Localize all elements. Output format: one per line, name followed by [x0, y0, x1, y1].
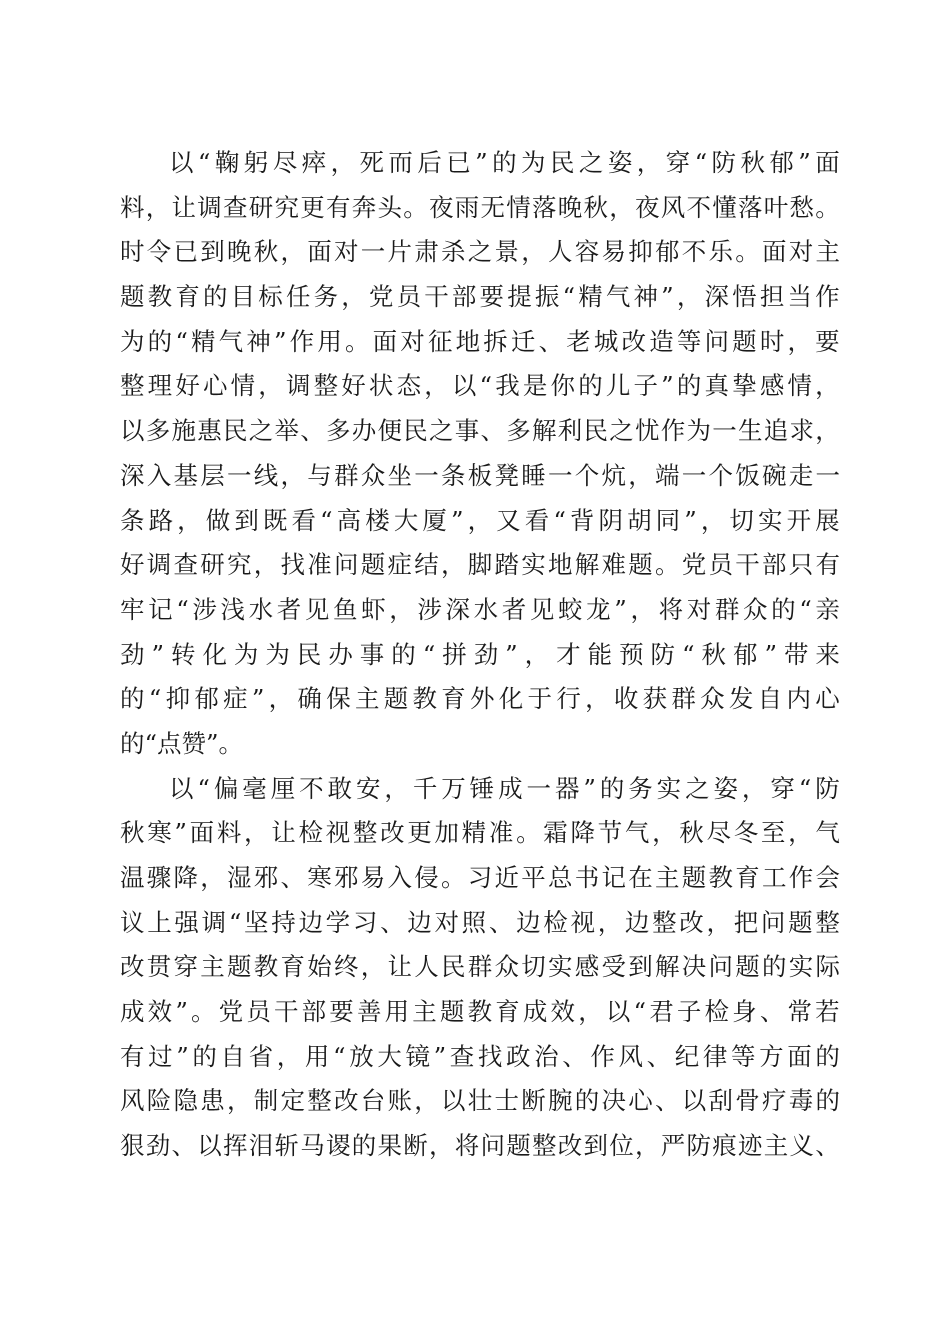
paragraph-2-line-9: 狠 劲 、 以 挥 泪 斩 马 谡 的 果 断 ， 将 问 题 整 改 到 位 ， 严 防 痕 迹 主 义 、	[120, 1131, 840, 1161]
paragraph-2-line-5: 改 贯 穿 主 题 教 育 始 终 ， 让 人 民 群 众 切 实 感 受 到 解 决 问 题 的 实 际	[120, 952, 840, 982]
paragraph-1-line-6: 整 理 好 心 情 ， 调 整 好 状 态 ， 以 “ 我 是 你 的 儿 子 ” 的 真 挚 感 情 ，	[120, 371, 840, 401]
paragraph-2-line-6: 成 效 ” 。 党 员 干 部 要 善 用 主 题 教 育 成 效 ， 以 “ 君 子 检 身 、 常 若	[120, 997, 840, 1027]
paragraph-1-line-10: 好 调 查 研 究 ， 找 准 问 题 症 结 ， 脚 踏 实 地 解 难 题 。 党 员 干 部 只 有	[120, 550, 840, 580]
paragraph-1-line-3: 时 令 已 到 晚 秋 ， 面 对 一 片 肃 杀 之 景 ， 人 容 易 抑 郁 不 乐 。 面 对 主	[120, 237, 840, 267]
paragraph-1-line-5: 为 的 “ 精 气 神 ” 作 用 。 面 对 征 地 拆 迁 、 老 城 改 造 等 问 题 时 ， 要	[120, 326, 840, 356]
paragraph-2-line-4: 议 上 强 调 “ 坚 持 边 学 习 、 边 对 照 、 边 检 视 ， 边 整 改 ， 把 问 题 整	[120, 907, 840, 937]
paragraph-2-line-7: 有 过 ” 的 自 省 ， 用 “ 放 大 镜 ” 查 找 政 治 、 作 风 、 纪 律 等 方 面 的	[120, 1041, 840, 1071]
paragraph-1-line-12: 劲 ” 转 化 为 为 民 办 事 的 “ 拼 劲 ” ， 才 能 预 防 “ 秋 郁 ” 带 来	[120, 639, 840, 669]
paragraph-1-line-2: 料 ， 让 调 查 研 究 更 有 奔 头 。 夜 雨 无 情 落 晚 秋 ， 夜 风 不 懂 落 叶 愁 。	[120, 192, 840, 222]
paragraph-2-line-8: 风 险 隐 患 ， 制 定 整 改 台 账 ， 以 壮 士 断 腕 的 决 心 、 以 刮 骨 疗 毒 的	[120, 1086, 840, 1116]
paragraph-1-line-11: 牢 记 “ 涉 浅 水 者 见 鱼 虾 ， 涉 深 水 者 见 蛟 龙 ” ， 将 对 群 众 的 “ 亲	[120, 594, 840, 624]
paragraph-2-line-1: 以 “ 偏 毫 厘 不 敢 安 ， 千 万 锤 成 一 器 ” 的 务 实 之 姿 ， 穿 “ 防	[169, 773, 840, 803]
paragraph-1-line-8: 深 入 基 层 一 线 ， 与 群 众 坐 一 条 板 凳 睡 一 个 炕 ， 端 一 个 饭 碗 走 一	[120, 460, 840, 490]
paragraph-1-line-14: 的“点赞”。	[120, 728, 244, 758]
paragraph-1-line-9: 条 路 ， 做 到 既 看 “ 高 楼 大 厦 ” ， 又 看 “ 背 阴 胡 同 ” ， 切 实 开 展	[120, 505, 840, 535]
paragraph-1-line-1: 以 “ 鞠 躬 尽 瘁 ， 死 而 后 已 ” 的 为 民 之 姿 ， 穿 “ 防 秋 郁 ” 面	[169, 148, 840, 177]
paragraph-1-line-13: 的 “ 抑 郁 症 ” ， 确 保 主 题 教 育 外 化 于 行 ， 收 获 群 众 发 自 内 心	[120, 684, 840, 714]
paragraph-2-line-2: 秋 寒 ” 面 料 ， 让 检 视 整 改 更 加 精 准 。 霜 降 节 气 ， 秋 尽 冬 至 ， 气	[120, 818, 840, 848]
paragraph-1-line-7: 以 多 施 惠 民 之 举 、 多 办 便 民 之 事 、 多 解 利 民 之 忧 作 为 一 生 追 求 ，	[120, 416, 840, 446]
paragraph-2-line-3: 温 骤 降 ， 湿 邪 、 寒 邪 易 入 侵 。 习 近 平 总 书 记 在 主 题 教 育 工 作 会	[120, 863, 840, 892]
body-text	[120, 141, 840, 1169]
paragraph-1-line-4: 题 教 育 的 目 标 任 务 ， 党 员 干 部 要 提 振 “ 精 气 神 ” ， 深 悟 担 当 作	[120, 282, 840, 312]
